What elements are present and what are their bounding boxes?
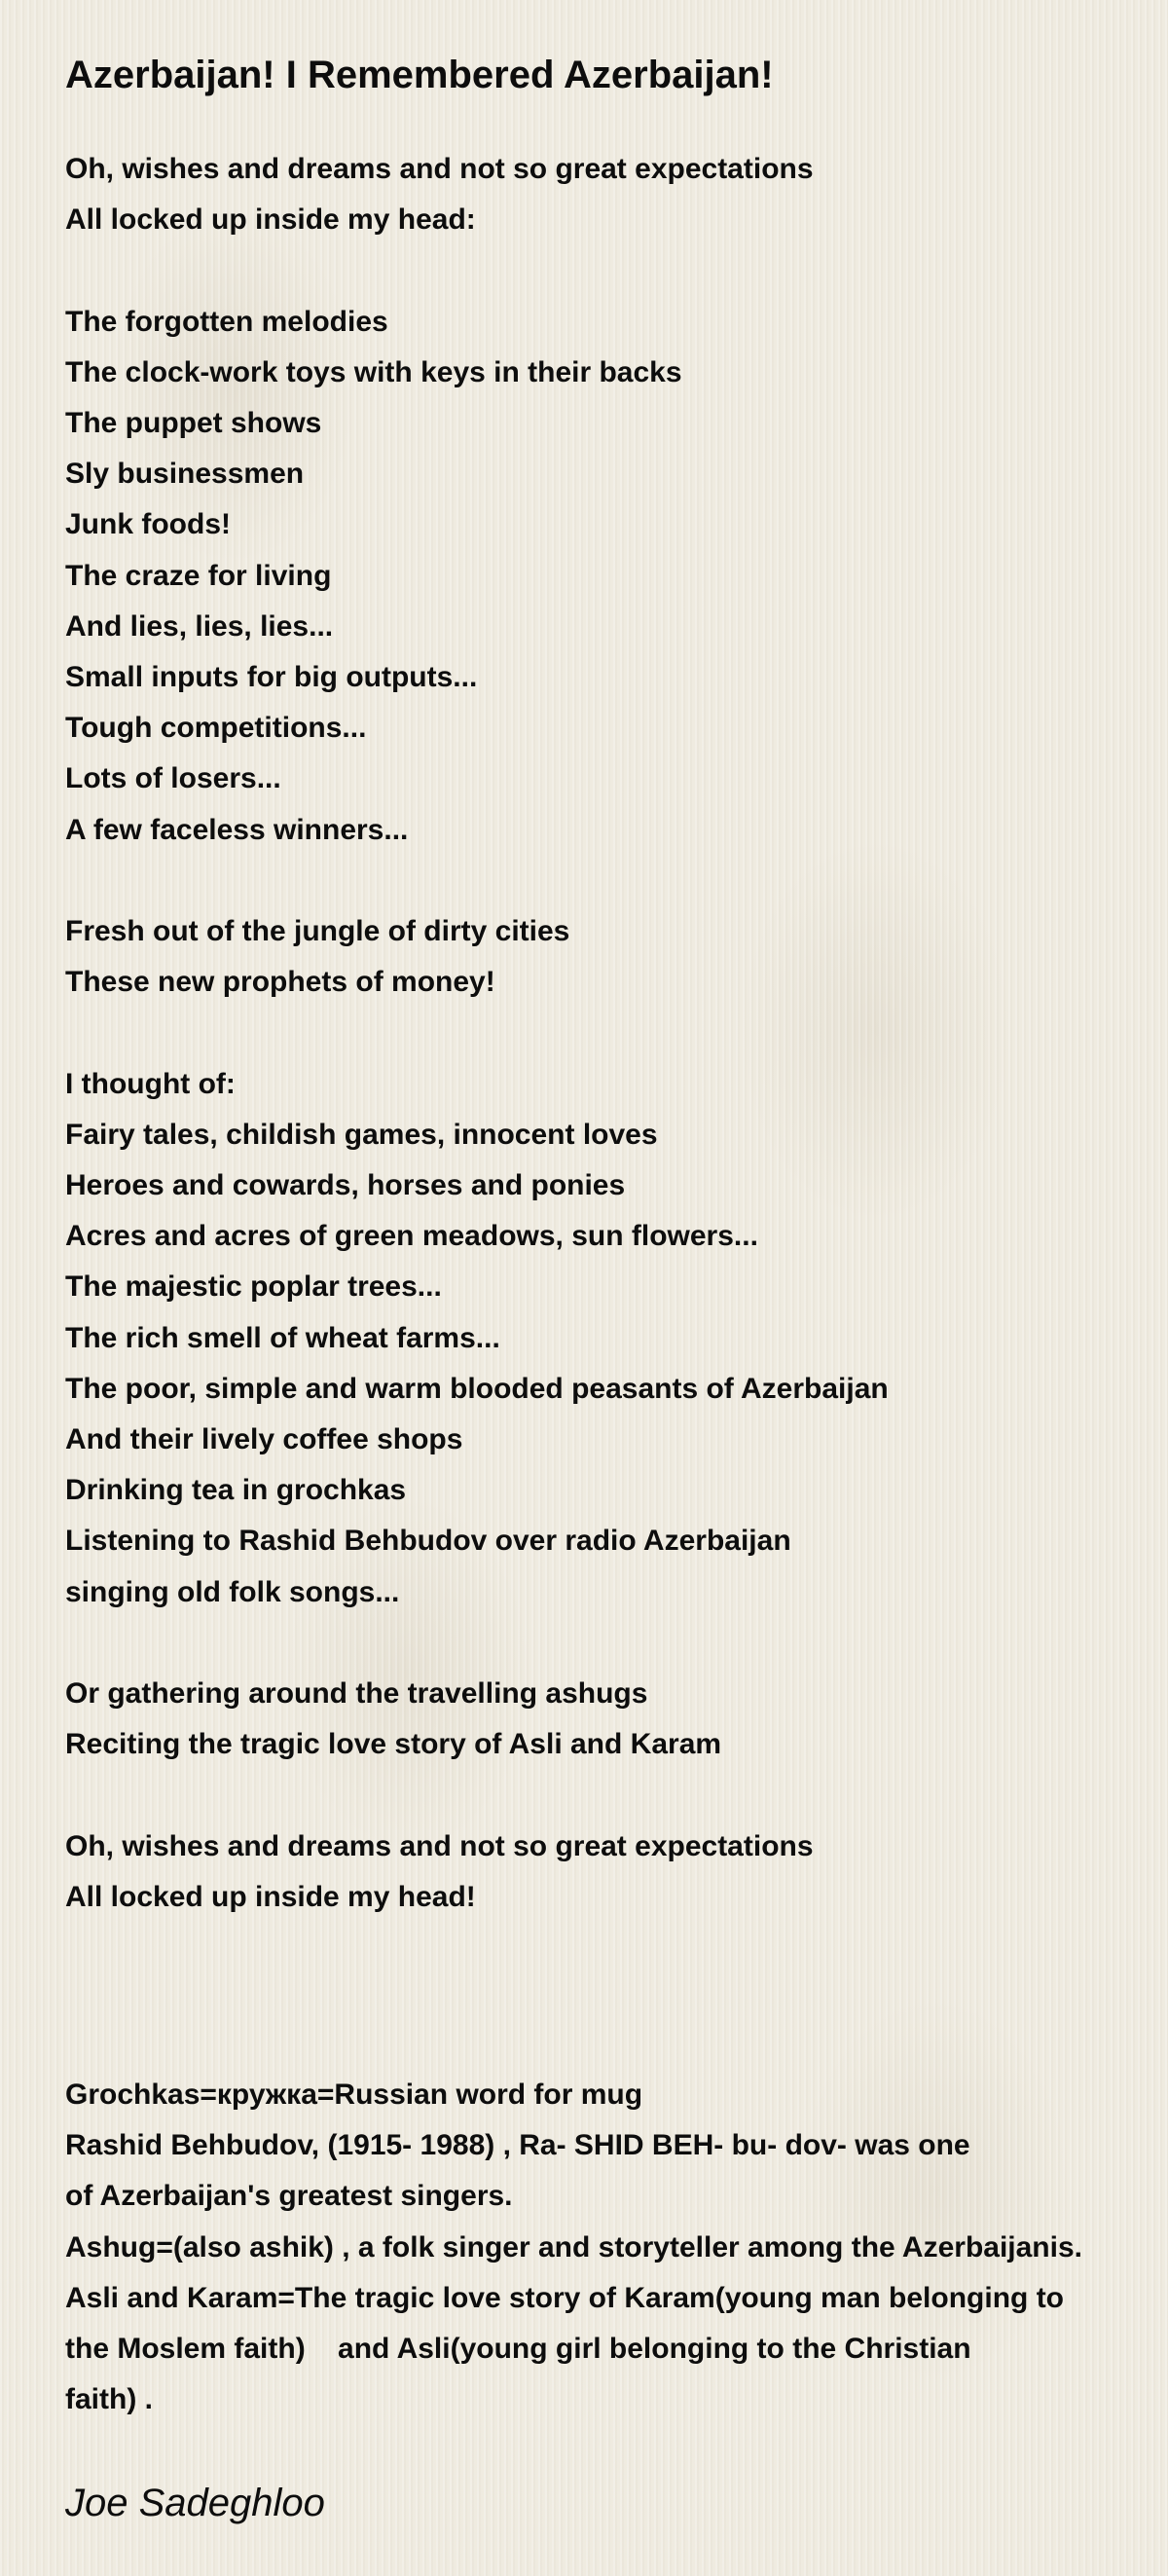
footnote-line: Asli and Karam=The tragic love story of Karam(young man belonging to <box>65 2281 1065 2314</box>
poem-line: The poor, simple and warm blooded peasants of Azerbaijan <box>65 1372 889 1405</box>
poem-line: And their lively coffee shops <box>65 1423 463 1456</box>
poem-line: Drinking tea in grochkas <box>65 1474 407 1507</box>
poem-line: All locked up inside my head! <box>65 1880 476 1913</box>
stanza-break <box>65 245 889 296</box>
poem-line: Acres and acres of green meadows, sun flowers... <box>65 1220 758 1253</box>
stanza-break <box>65 1770 889 1821</box>
poem-line: The majestic poplar trees... <box>65 1270 442 1304</box>
poem-line: Sly businessmen <box>65 458 305 491</box>
stanza-break <box>65 1618 889 1669</box>
footnote-line: of Azerbaijan's greatest singers. <box>65 2180 513 2213</box>
poem-line: Oh, wishes and dreams and not so great expectations <box>65 1829 814 1862</box>
stanza-break <box>65 1008 889 1058</box>
footnotes <box>65 2070 1082 2425</box>
poem-line: singing old folk songs... <box>65 1575 400 1608</box>
footnote-line: Rashid Behbudov, (1915- 1988) , Ra- SHID BEH- bu- dov- was one <box>65 2129 970 2162</box>
poem-line: These new prophets of money! <box>65 966 495 999</box>
poem-line: Fairy tales, childish games, innocent loves <box>65 1118 658 1151</box>
poem-line: Oh, wishes and dreams and not so great expectations <box>65 153 814 185</box>
stanza-break <box>65 856 889 906</box>
poem-line: The clock-work toys with keys in their backs <box>65 355 682 388</box>
poem-line: The rich smell of wheat farms... <box>65 1321 500 1354</box>
footnote-line: Grochkas=кружка=Russian word for mug <box>65 2079 643 2111</box>
poem-line: The forgotten melodies <box>65 305 388 338</box>
poem-line: The puppet shows <box>65 407 322 439</box>
footnote-line: the Moslem faith) and Asli(young girl belonging to the Christian <box>65 2333 971 2366</box>
poem-line: I thought of: <box>65 1067 236 1100</box>
author-name: Joe Sadeghloo <box>65 2482 325 2524</box>
poem-line: The craze for living <box>65 559 332 592</box>
poem-line: Or gathering around the travelling ashugs <box>65 1677 648 1711</box>
poem-line: All locked up inside my head: <box>65 203 476 237</box>
poem-line: Small inputs for big outputs... <box>65 661 478 694</box>
poem-title: Azerbaijan! I Remembered Azerbaijan! <box>65 54 774 96</box>
poem-line: Fresh out of the jungle of dirty cities <box>65 915 570 948</box>
footnote-line: Ashug=(also ashik) , a folk singer and storyteller among the Azerbaijanis. <box>65 2230 1082 2263</box>
poem-line: Listening to Rashid Behbudov over radio Azerbaijan <box>65 1525 791 1558</box>
poem-line: Heroes and cowards, horses and ponies <box>65 1169 626 1202</box>
poem-body <box>65 144 889 1923</box>
poem-line: Lots of losers... <box>65 762 281 795</box>
poem-line: And lies, lies, lies... <box>65 609 334 643</box>
poem-line: Tough competitions... <box>65 712 367 745</box>
poem-line: A few faceless winners... <box>65 813 409 846</box>
poem-line: Junk foods! <box>65 508 231 541</box>
poem-line: Reciting the tragic love story of Asli and Karam <box>65 1728 722 1761</box>
footnote-line: faith) . <box>65 2383 153 2416</box>
